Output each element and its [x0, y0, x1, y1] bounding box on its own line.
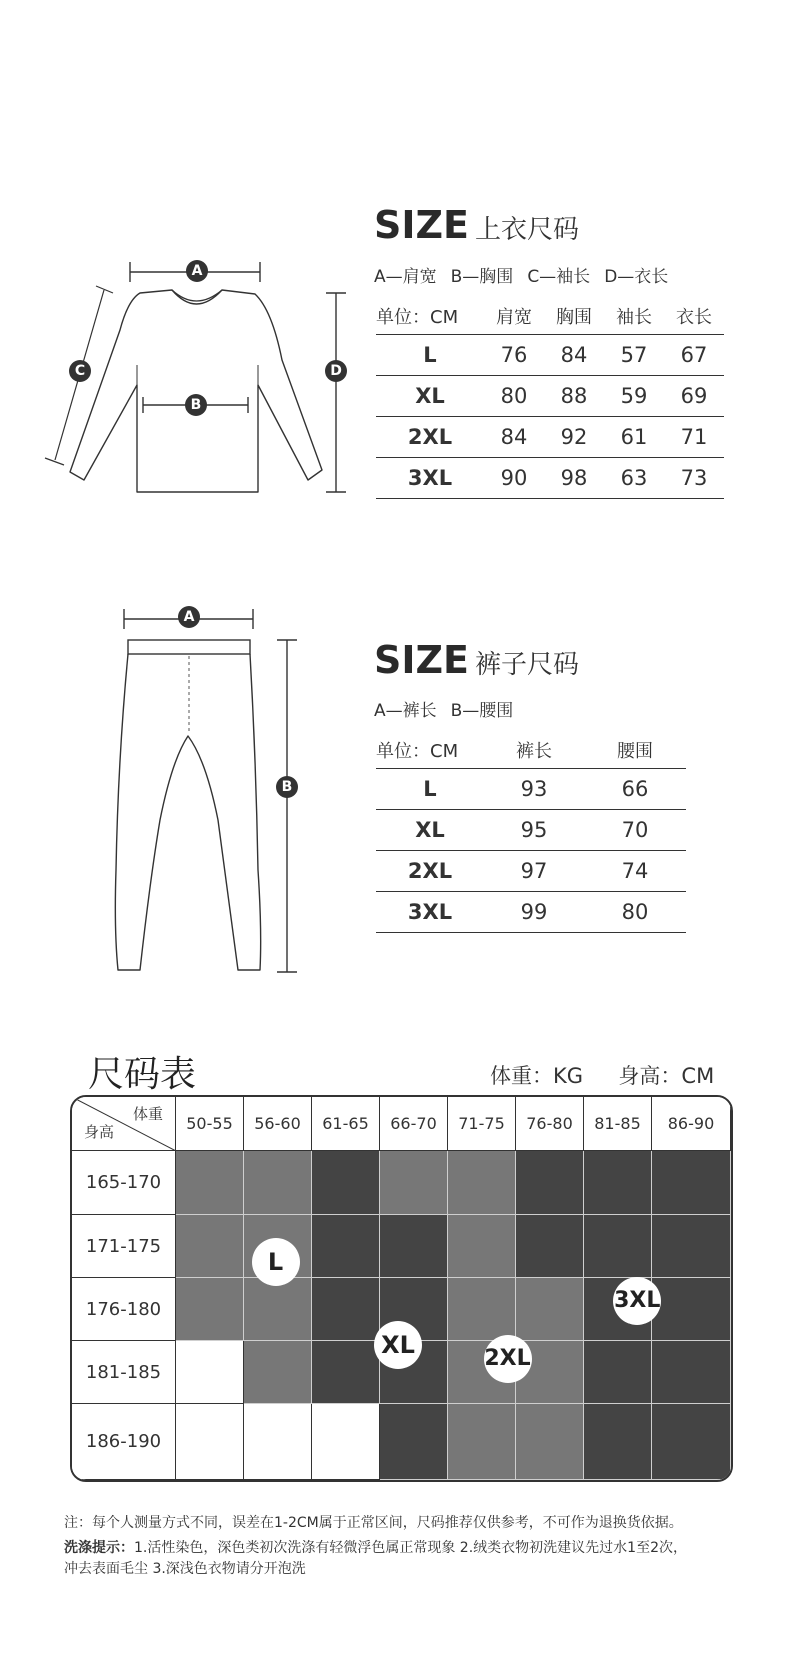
- table-row: [376, 810, 686, 851]
- height-unit: 身高：CM: [618, 1064, 715, 1088]
- size-grid-cell: [448, 1404, 516, 1480]
- value-cell: 97: [484, 851, 584, 892]
- marker-label: A: [183, 609, 195, 625]
- size-grid-cell: [176, 1341, 244, 1404]
- marker-label: D: [330, 363, 342, 379]
- value-cell: 73: [664, 458, 724, 499]
- value-cell: 67: [664, 335, 724, 376]
- height-row-header: 186-190: [72, 1404, 176, 1480]
- size-grid-cell: [312, 1151, 380, 1215]
- size-word: SIZE: [374, 203, 470, 247]
- value-cell: 70: [584, 810, 686, 851]
- weight-column-header: 86-90: [652, 1097, 731, 1151]
- weight-column-header: 76-80: [516, 1097, 584, 1151]
- legend-item: D—衣长: [604, 267, 669, 287]
- size-chart-title: 尺码表: [88, 1054, 197, 1095]
- weight-unit: 体重：KG: [490, 1064, 584, 1088]
- weight-column-header: 50-55: [176, 1097, 244, 1151]
- table-header-row: [376, 732, 686, 769]
- height-row-header: 171-175: [72, 1215, 176, 1278]
- size-word: SIZE: [374, 638, 470, 682]
- column-header: 腰围: [617, 741, 653, 762]
- table-row: [376, 851, 686, 892]
- size-grid-cell: [516, 1404, 584, 1480]
- column-header: 肩宽: [496, 307, 532, 328]
- pants-marker-a: [178, 606, 200, 628]
- size-grid-cell: [652, 1404, 731, 1480]
- weight-column-header: 56-60: [244, 1097, 312, 1151]
- size-grid-cell: [652, 1151, 731, 1215]
- value-cell: 76: [484, 335, 544, 376]
- size-grid-cell: [652, 1215, 731, 1278]
- legend-item: A—裤长: [374, 701, 437, 721]
- value-cell: 92: [544, 417, 604, 458]
- size-grid-cell: [312, 1278, 380, 1341]
- size-grid-cell: [584, 1341, 652, 1404]
- measurement-note: 注：每个人测量方式不同，误差在1-2CM属于正常区间，尺码推荐仅供参考，不可作为退换货依据。: [64, 1515, 683, 1531]
- value-cell: 57: [604, 335, 664, 376]
- pants-size-table: [376, 732, 686, 933]
- column-header: 袖长: [616, 307, 652, 328]
- legend-item: C—袖长: [527, 267, 591, 287]
- size-grid-cell: [312, 1404, 380, 1480]
- size-badge-3xl: 3XL: [613, 1277, 661, 1325]
- weight-column-header: 61-65: [312, 1097, 380, 1151]
- size-cell: XL: [376, 810, 484, 851]
- size-grid-cell: [584, 1404, 652, 1480]
- size-grid-cell: [244, 1404, 312, 1480]
- marker-label: B: [190, 397, 202, 413]
- value-cell: 93: [484, 769, 584, 810]
- marker-label: C: [74, 363, 86, 379]
- size-chart-units: [490, 1060, 714, 1090]
- size-grid-cell: [652, 1341, 731, 1404]
- height-row-header: 165-170: [72, 1151, 176, 1215]
- corner-weight-label: 体重: [132, 1105, 163, 1123]
- column-header: 衣长: [676, 307, 712, 328]
- size-grid-cell: [652, 1278, 731, 1341]
- shirt-subtitle: 上衣尺码: [475, 215, 580, 245]
- legend-item: B—腰围: [450, 701, 514, 721]
- size-grid: [70, 1095, 733, 1482]
- value-cell: 88: [544, 376, 604, 417]
- value-cell: 84: [544, 335, 604, 376]
- weight-column-header: 66-70: [380, 1097, 448, 1151]
- value-cell: 95: [484, 810, 584, 851]
- size-grid-cell: [584, 1215, 652, 1278]
- washing-tips: [64, 1537, 687, 1557]
- size-grid-cell: [312, 1215, 380, 1278]
- weight-column-header: 71-75: [448, 1097, 516, 1151]
- pants-marker-b: [276, 776, 298, 798]
- column-header: 单位：CM: [376, 307, 459, 328]
- table-row: [376, 769, 686, 810]
- value-cell: 61: [604, 417, 664, 458]
- size-badge-2xl: 2XL: [484, 1335, 532, 1383]
- size-grid-cell: [380, 1215, 448, 1278]
- size-grid-cell: [380, 1151, 448, 1215]
- value-cell: 63: [604, 458, 664, 499]
- size-badge-xl: XL: [374, 1321, 422, 1369]
- size-badge-l: L: [252, 1238, 300, 1286]
- size-grid-cell: [516, 1215, 584, 1278]
- size-grid-cell: [380, 1404, 448, 1480]
- legend-item: B—胸围: [450, 267, 514, 287]
- pants-subtitle: 裤子尺码: [475, 650, 580, 680]
- size-grid-cell: [516, 1151, 584, 1215]
- marker-label: B: [281, 779, 293, 795]
- size-grid-cell: [244, 1278, 312, 1341]
- value-cell: 98: [544, 458, 604, 499]
- size-grid-cell: [448, 1278, 516, 1341]
- size-cell: 3XL: [376, 892, 484, 933]
- size-cell: L: [376, 335, 484, 376]
- value-cell: 80: [584, 892, 686, 933]
- size-grid-cell: [584, 1151, 652, 1215]
- value-cell: 80: [484, 376, 544, 417]
- corner-height-label: 身高: [84, 1123, 115, 1141]
- washing-tips-text: 1.活性染色，深色类初次洗涤有轻微浮色属正常现象 2.绒类衣物初洗建议先过水1至2次，: [134, 1540, 687, 1556]
- washing-tips-continued: 冲去表面毛尘 3.深浅色衣物请分开泡洗: [64, 1561, 306, 1577]
- size-grid-cell: [448, 1151, 516, 1215]
- size-grid-cell: [312, 1341, 380, 1404]
- value-cell: 90: [484, 458, 544, 499]
- column-header: 胸围: [556, 307, 592, 328]
- size-cell: XL: [376, 376, 484, 417]
- value-cell: 71: [664, 417, 724, 458]
- grid-corner: [72, 1097, 176, 1151]
- value-cell: 59: [604, 376, 664, 417]
- size-grid-cell: [244, 1341, 312, 1404]
- size-grid-cell: [176, 1215, 244, 1278]
- marker-label: A: [191, 263, 203, 279]
- height-row-header: 176-180: [72, 1278, 176, 1341]
- column-header: 裤长: [516, 741, 552, 762]
- size-cell: 2XL: [376, 851, 484, 892]
- column-header: 单位：CM: [376, 741, 459, 762]
- size-grid-cell: [516, 1278, 584, 1341]
- size-cell: 3XL: [376, 458, 484, 499]
- size-grid-cell: [176, 1404, 244, 1480]
- value-cell: 66: [584, 769, 686, 810]
- value-cell: 74: [584, 851, 686, 892]
- height-row-header: 181-185: [72, 1341, 176, 1404]
- table-row: [376, 892, 686, 933]
- legend-item: A—肩宽: [374, 267, 437, 287]
- pants-size-heading: [374, 638, 579, 682]
- pants-legend: [374, 696, 527, 721]
- washing-tips-label: 洗涤提示：: [64, 1540, 134, 1556]
- size-grid-cell: [176, 1278, 244, 1341]
- size-grid-cell: [244, 1151, 312, 1215]
- size-cell: 2XL: [376, 417, 484, 458]
- value-cell: 69: [664, 376, 724, 417]
- size-cell: L: [376, 769, 484, 810]
- value-cell: 99: [484, 892, 584, 933]
- weight-column-header: 81-85: [584, 1097, 652, 1151]
- value-cell: 84: [484, 417, 544, 458]
- size-grid-cell: [176, 1151, 244, 1215]
- size-grid-cell: [448, 1215, 516, 1278]
